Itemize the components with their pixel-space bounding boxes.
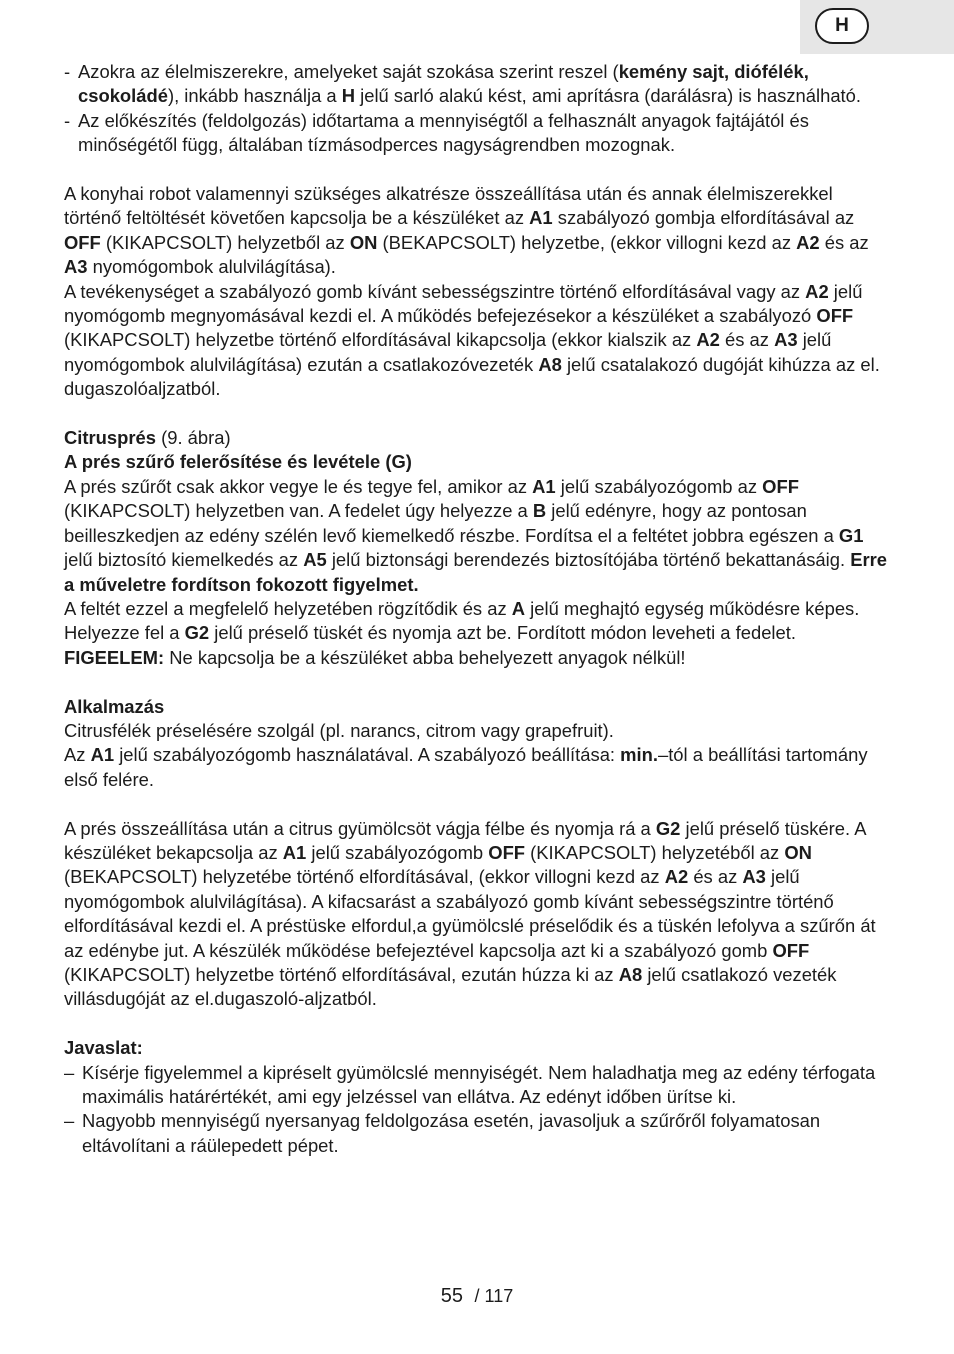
text-run: A konyhai robot valamennyi szükséges alkatrésze összeállítása után és annak élelmiszerekkel történő feltöltését követően kapcsolja be a készüléket az bbox=[64, 183, 833, 229]
bold-text: FIGEELEM: bbox=[64, 646, 165, 668]
text-run: jelű csatlakozó vezeték villásdugóját az el.dugaszoló-aljzatból. bbox=[64, 963, 837, 1010]
document-body bbox=[64, 60, 894, 1158]
bold-text: A5 bbox=[303, 549, 327, 571]
bold-text: G2 bbox=[655, 817, 681, 839]
text-run: Az előkészítés (feldolgozás) időtartama a mennyiségtől a felhasznált anyagok fajtájától és minőségétől függ, általában tízmásodperces nagyságrendben mozognak. bbox=[78, 109, 809, 156]
paragraph bbox=[64, 743, 894, 792]
list-marker: – bbox=[64, 1061, 75, 1083]
text-run: Az bbox=[64, 744, 91, 766]
text-run: jelű meghajtó egység működésre képes. Helyezze fel a bbox=[64, 597, 860, 644]
text-run: (KIKAPCSOLT) helyzetbe történő elfordításával, ezután húzza ki az bbox=[64, 963, 619, 985]
text-run: jelű nyomógombok alulvilágítása). A kifacsarást a szabályozó gomb kívánt sebességszintre történő elfordításával kezdi el. A préstüske elfordul,a gyümölcslé préselődik és a tüskén lefolyva a szűrőn át az edénybe jut. A készülék működése befejeztével kapcsolja azt ki a szabályozó gomb bbox=[64, 866, 876, 961]
language-badge: H bbox=[815, 8, 869, 44]
bold-text: A2 bbox=[696, 329, 720, 351]
text-run: jelű nyomógombok alulvilágítása) ezután a csatlakozóvezeték bbox=[64, 329, 832, 375]
text-run: ), inkább használja a bbox=[167, 85, 342, 107]
text-run: (BEKAPCSOLT) helyzetébe történő elfordításával, (ekkor villogni kezd az bbox=[64, 866, 665, 888]
text-run: jelű edényre, hogy az pontosan beilleszkedjen az edény szélén levő kiemelkedő részbe. Fordítsa el a feltétet jobbra egészen a bbox=[64, 500, 839, 546]
bold-text: min. bbox=[620, 744, 658, 766]
text-run: (KIKAPCSOLT) helyzetben van. A fedelet úgy helyezze a bbox=[64, 500, 533, 522]
text-run: (KIKAPCSOLT) helyzetből az bbox=[100, 231, 350, 253]
text-run: jelű préselő tüskét és nyomja azt be. Fordított módon leveheti a fedelet. bbox=[209, 622, 796, 644]
bold-text: OFF bbox=[816, 305, 854, 327]
list-marker: – bbox=[64, 1110, 75, 1132]
paragraph bbox=[64, 426, 894, 450]
bold-text: OFF bbox=[64, 231, 101, 253]
text-run: A prés összeállítása után a citrus gyümölcsöt vágja félbe és nyomja rá a bbox=[64, 817, 656, 839]
paragraph bbox=[64, 817, 894, 1012]
paragraph bbox=[64, 646, 894, 670]
text-run: jelű csatalakozó dugóját kihúzza az el. dugaszolóaljzatból. bbox=[64, 353, 880, 400]
bold-text: A1 bbox=[282, 841, 307, 863]
bold-text: Alkalmazás bbox=[64, 695, 165, 717]
list-item bbox=[64, 1061, 894, 1110]
text-run: A tevékenységet a szabályozó gomb kívánt sebességszintre történő elfordításával vagy az bbox=[64, 280, 806, 302]
paragraph bbox=[64, 450, 894, 474]
language-tab bbox=[800, 0, 954, 54]
bold-text: A3 bbox=[64, 256, 88, 278]
bold-text: A2 bbox=[796, 231, 820, 253]
paragraph-gap bbox=[64, 670, 894, 694]
paragraph-gap bbox=[64, 792, 894, 816]
bold-text: Erre a műveletre fordítson fokozott figyelmet. bbox=[64, 549, 887, 595]
bold-text: A prés szűrő felerősítése és levétele (G) bbox=[64, 451, 412, 473]
bold-text: H bbox=[341, 85, 356, 107]
bold-text: A1 bbox=[532, 475, 556, 497]
paragraph-gap bbox=[64, 1012, 894, 1036]
bold-text: OFF bbox=[488, 841, 526, 863]
bold-text: A bbox=[511, 597, 526, 619]
text-run: Citrusfélék préselésére szolgál (pl. narancs, citrom vagy grapefruit). bbox=[64, 719, 614, 741]
text-run: és az bbox=[819, 231, 869, 253]
paragraph bbox=[64, 719, 894, 743]
text-run: és az bbox=[688, 866, 743, 888]
bold-text: A1 bbox=[90, 744, 115, 766]
bold-text: A3 bbox=[774, 329, 798, 351]
current-page: 55 bbox=[440, 1285, 463, 1307]
text-run: A prés szűrőt csak akkor vegye le és tegye fel, amikor az bbox=[64, 475, 533, 497]
bold-text: A8 bbox=[538, 353, 562, 375]
bold-text: ON bbox=[349, 231, 378, 253]
list-marker: - bbox=[64, 61, 71, 82]
text-run: (KIKAPCSOLT) helyzetéből az bbox=[525, 841, 785, 863]
text-run: és az bbox=[719, 329, 775, 351]
text-run: szabályozó gombja elfordításával az bbox=[552, 207, 855, 229]
bold-text: A3 bbox=[742, 866, 766, 888]
text-run: (9. ábra) bbox=[155, 427, 231, 449]
list-item bbox=[64, 60, 894, 109]
bold-text: Javaslat: bbox=[64, 1037, 143, 1059]
bold-text: B bbox=[532, 500, 547, 522]
bold-text: kemény sajt, diófélék, csokoládé bbox=[78, 61, 809, 107]
text-run: jelű szabályozógomb bbox=[306, 841, 489, 863]
bold-text: OFF bbox=[762, 475, 799, 497]
bold-text: OFF bbox=[772, 939, 810, 961]
text-run: jelű sarló alakú kést, ami aprításra (darálásra) is használható. bbox=[355, 85, 862, 107]
text-run: jelű szabályozógomb az bbox=[555, 475, 763, 497]
paragraph bbox=[64, 182, 894, 280]
text-run: A feltét ezzel a megfelelő helyzetében rögzítődik és az bbox=[64, 597, 512, 619]
bold-text: A2 bbox=[805, 280, 829, 302]
text-run: Kísérje figyelemmel a kipréselt gyümölcslé mennyiségét. Nem haladhatja meg az edény térfogata maximális határértékét, ami egy jelzéssel van ellátva. Az edényt időben ürítse ki. bbox=[82, 1061, 876, 1107]
paragraph-gap bbox=[64, 158, 894, 182]
text-run: Ne kapcsolja be a készüléket abba behelyezett anyagok nélkül! bbox=[164, 646, 686, 668]
text-run: Nagyobb mennyiségű nyersanyag feldolgozása esetén, javasoljuk a szűrőről folyamatosan eltávolítani a ráülepedett pépet. bbox=[82, 1110, 821, 1156]
paragraph bbox=[64, 597, 894, 646]
bold-text: G2 bbox=[184, 622, 210, 644]
paragraph bbox=[64, 1036, 894, 1060]
bold-text: A1 bbox=[529, 207, 553, 229]
text-run: (KIKAPCSOLT) helyzetbe történő elfordításával kikapcsolja (ekkor kialszik az bbox=[64, 329, 697, 351]
bold-text: A2 bbox=[664, 866, 689, 888]
list-item bbox=[64, 109, 894, 158]
text-run: (BEKAPCSOLT) helyzetbe, (ekkor villogni kezd az bbox=[377, 231, 797, 253]
text-run: Azokra az élelmiszerekre, amelyeket saját szokása szerint reszel ( bbox=[78, 61, 619, 82]
text-run: –tól a beállítási tartomány első felére. bbox=[64, 744, 868, 790]
list-marker: - bbox=[64, 109, 71, 131]
text-run: jelű biztosító kiemelkedés az bbox=[64, 549, 304, 571]
text-run: nyomógombok alulvilágítása). bbox=[87, 256, 336, 278]
paragraph-gap bbox=[64, 402, 894, 426]
text-run: jelű nyomógomb megnyomásával kezdi el. A működés befejezésekor a készüléket a szabályozó bbox=[64, 280, 863, 327]
bold-text: Citrusprés bbox=[64, 427, 156, 449]
bold-text: ON bbox=[784, 841, 812, 863]
total-pages: / 117 bbox=[474, 1286, 514, 1306]
paragraph bbox=[64, 475, 894, 597]
page-number bbox=[0, 1285, 954, 1308]
paragraph bbox=[64, 280, 894, 402]
list-item bbox=[64, 1109, 894, 1158]
text-run: jelű préselő tüskére. A készüléket bekapcsolja az bbox=[64, 817, 866, 863]
bold-text: A8 bbox=[618, 963, 643, 985]
text-run: jelű biztonsági berendezés biztosítójába történő bekattanásáig. bbox=[326, 549, 851, 571]
paragraph bbox=[64, 695, 894, 719]
bold-text: G1 bbox=[838, 524, 864, 546]
text-run: jelű szabályozógomb használatával. A szabályozó beállítása: bbox=[114, 744, 621, 766]
